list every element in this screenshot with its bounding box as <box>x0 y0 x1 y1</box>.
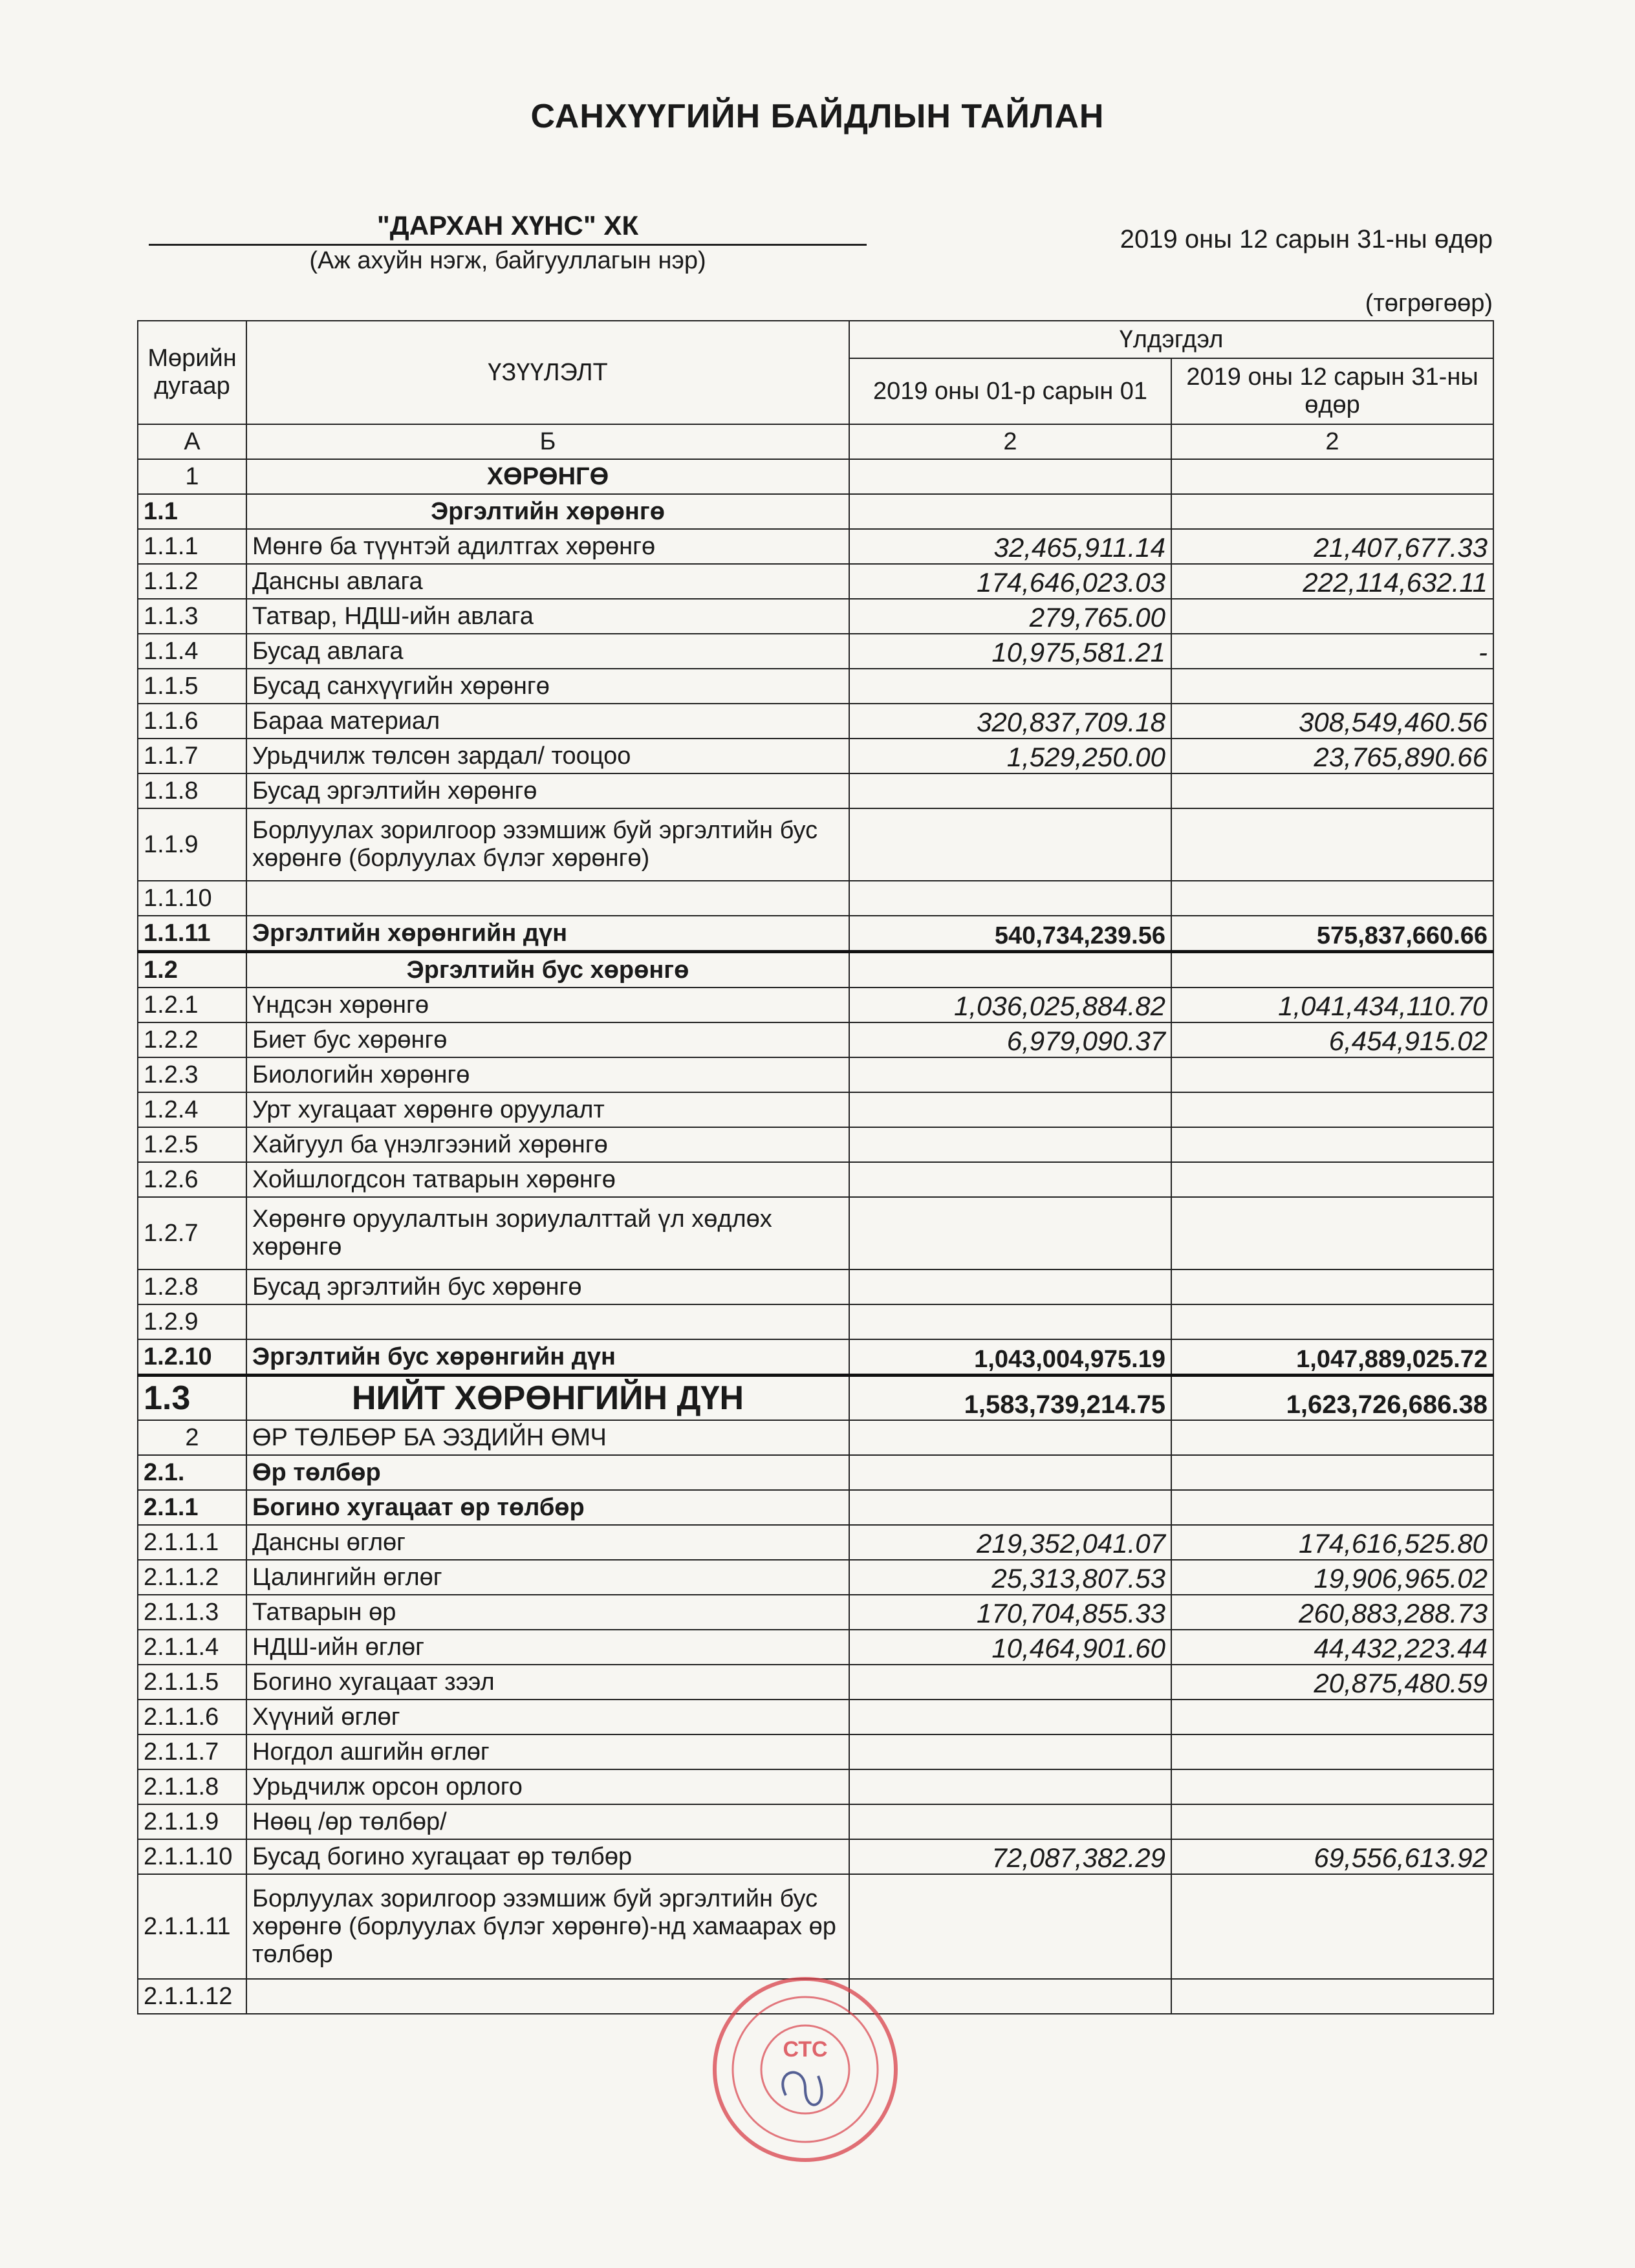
table-row <box>138 1490 1493 1525</box>
row-code: 1.1 <box>138 494 246 529</box>
row-value-start <box>849 1092 1171 1127</box>
row-code: 1 <box>138 459 246 494</box>
table-row <box>138 494 1493 529</box>
header-name: ҮЗҮҮЛЭЛТ <box>246 321 849 424</box>
row-value-start <box>849 1804 1171 1839</box>
row-code: 1.1.8 <box>138 773 246 808</box>
row-value-start: 32,465,911.14 <box>849 529 1171 564</box>
row-value-end: 6,454,915.02 <box>1171 1022 1493 1057</box>
row-label: Үндсэн хөрөнгө <box>246 988 849 1022</box>
row-code: 1.2.7 <box>138 1197 246 1269</box>
row-value-end <box>1171 1700 1493 1734</box>
row-code: 1.1.10 <box>138 881 246 916</box>
row-label: Хайгуул ба үнэлгээний хөрөнгө <box>246 1127 849 1162</box>
index-1: 2 <box>849 424 1171 459</box>
table-row <box>138 1376 1493 1421</box>
row-value-end <box>1171 1162 1493 1197</box>
table-row <box>138 1304 1493 1339</box>
company-caption: (Аж ахуйн нэгж, байгууллагын нэр) <box>309 247 706 274</box>
row-label <box>246 881 849 916</box>
row-value-start <box>849 669 1171 704</box>
row-value-start <box>849 494 1171 529</box>
row-value-end: 19,906,965.02 <box>1171 1560 1493 1595</box>
table-row <box>138 1022 1493 1057</box>
table-row <box>138 988 1493 1022</box>
row-label: Бусад эргэлтийн бус хөрөнгө <box>246 1269 849 1304</box>
seal-text: СТС <box>783 2037 828 2062</box>
row-value-start <box>849 1057 1171 1092</box>
row-value-end <box>1171 1092 1493 1127</box>
row-label: Богино хугацаат зээл <box>246 1665 849 1700</box>
row-label: Бусад эргэлтийн хөрөнгө <box>246 773 849 808</box>
row-value-end <box>1171 1304 1493 1339</box>
table-row <box>138 1700 1493 1734</box>
row-value-end: 69,556,613.92 <box>1171 1839 1493 1874</box>
row-value-start: 279,765.00 <box>849 599 1171 634</box>
table-row <box>138 1420 1493 1455</box>
table-row <box>138 1455 1493 1490</box>
row-label: Мөнгө ба түүнтэй адилтгах хөрөнгө <box>246 529 849 564</box>
row-label: Эргэлтийн хөрөнгө <box>246 494 849 529</box>
table-row <box>138 1804 1493 1839</box>
table-row <box>138 1839 1493 1874</box>
header-col2: 2019 оны 12 сарын 31-ны өдөр <box>1171 358 1493 424</box>
row-value-start <box>849 1769 1171 1804</box>
row-value-start: 1,583,739,214.75 <box>849 1376 1171 1421</box>
company-name: "ДАРХАН ХҮНС" ХК <box>149 210 867 246</box>
row-code: 2.1.1.12 <box>138 1979 246 2014</box>
row-code: 1.1.2 <box>138 564 246 599</box>
row-label: Биет бус хөрөнгө <box>246 1022 849 1057</box>
row-value-end <box>1171 1979 1493 2014</box>
row-label: Урьдчилж орсон орлого <box>246 1769 849 1804</box>
row-label: НДШ-ийн өглөг <box>246 1630 849 1665</box>
row-label: Борлуулах зорилгоор эзэмшиж буй эргэлтийн бус хөрөнгө (борлуулах бүлэг хөрөнгө) <box>246 808 849 881</box>
row-code: 2.1.1.7 <box>138 1734 246 1769</box>
table-row <box>138 669 1493 704</box>
row-label: Татвар, НДШ-ийн авлага <box>246 599 849 634</box>
row-code: 1.2.6 <box>138 1162 246 1197</box>
row-value-start: 540,734,239.56 <box>849 916 1171 952</box>
table-row <box>138 952 1493 988</box>
table-row <box>138 1665 1493 1700</box>
row-value-start: 10,975,581.21 <box>849 634 1171 669</box>
row-value-end: 1,623,726,686.38 <box>1171 1376 1493 1421</box>
row-label: Биологийн хөрөнгө <box>246 1057 849 1092</box>
row-label: Эргэлтийн бус хөрөнгө <box>246 952 849 988</box>
row-value-end: 23,765,890.66 <box>1171 739 1493 773</box>
row-label: Эргэлтийн бус хөрөнгийн дүн <box>246 1339 849 1376</box>
row-value-start: 10,464,901.60 <box>849 1630 1171 1665</box>
row-code: 1.1.5 <box>138 669 246 704</box>
row-value-start: 1,529,250.00 <box>849 739 1171 773</box>
row-value-end <box>1171 808 1493 881</box>
row-value-end <box>1171 1874 1493 1979</box>
row-label: Өр төлбөр <box>246 1455 849 1490</box>
table-row <box>138 808 1493 881</box>
row-label: Хойшлогдсон татварын хөрөнгө <box>246 1162 849 1197</box>
row-code: 2.1.1.3 <box>138 1595 246 1630</box>
row-value-end <box>1171 459 1493 494</box>
table-row <box>138 1595 1493 1630</box>
row-value-end <box>1171 952 1493 988</box>
row-value-end: 308,549,460.56 <box>1171 704 1493 739</box>
row-value-start <box>849 1162 1171 1197</box>
row-value-end <box>1171 1269 1493 1304</box>
row-value-end: 1,041,434,110.70 <box>1171 988 1493 1022</box>
report-title: САНХҮҮГИЙН БАЙДЛЫН ТАЙЛАН <box>530 98 1105 135</box>
table-row <box>138 773 1493 808</box>
table-row <box>138 1630 1493 1665</box>
row-label: Хүүний өглөг <box>246 1700 849 1734</box>
table-row <box>138 739 1493 773</box>
row-value-end <box>1171 1490 1493 1525</box>
row-value-end: - <box>1171 634 1493 669</box>
table-row <box>138 881 1493 916</box>
row-value-start <box>849 1269 1171 1304</box>
row-code: 1.1.6 <box>138 704 246 739</box>
row-code: 1.2.4 <box>138 1092 246 1127</box>
row-code: 2 <box>138 1420 246 1455</box>
row-value-start <box>849 1874 1171 1979</box>
row-value-start <box>849 1490 1171 1525</box>
row-code: 1.1.9 <box>138 808 246 881</box>
row-label <box>246 1304 849 1339</box>
row-code: 2.1.1 <box>138 1490 246 1525</box>
table-row <box>138 564 1493 599</box>
row-code: 2.1.1.4 <box>138 1630 246 1665</box>
table-row <box>138 634 1493 669</box>
row-value-start <box>849 1700 1171 1734</box>
row-value-end <box>1171 773 1493 808</box>
header-balance: Үлдэгдэл <box>849 321 1493 358</box>
row-value-start: 1,036,025,884.82 <box>849 988 1171 1022</box>
row-value-end <box>1171 494 1493 529</box>
row-value-end <box>1171 1734 1493 1769</box>
row-value-end: 1,047,889,025.72 <box>1171 1339 1493 1376</box>
row-code: 2.1.1.5 <box>138 1665 246 1700</box>
table-row <box>138 1734 1493 1769</box>
row-code: 2.1. <box>138 1455 246 1490</box>
row-value-start: 320,837,709.18 <box>849 704 1171 739</box>
row-value-start <box>849 1304 1171 1339</box>
index-b: Б <box>246 424 849 459</box>
balance-sheet-table <box>137 320 1494 2014</box>
row-value-start: 72,087,382.29 <box>849 1839 1171 1874</box>
table-row <box>138 916 1493 952</box>
row-code: 1.2.3 <box>138 1057 246 1092</box>
row-label: Борлуулах зорилгоор эзэмшиж буй эргэлтийн бус хөрөнгө (борлуулах бүлэг хөрөнгө)-нд хамаарах өр төлбөр <box>246 1874 849 1979</box>
row-label: Богино хугацаат өр төлбөр <box>246 1490 849 1525</box>
table-row <box>138 704 1493 739</box>
table-row <box>138 1525 1493 1560</box>
row-label: НИЙТ ХӨРӨНГИЙН ДҮН <box>246 1376 849 1421</box>
row-value-start <box>849 773 1171 808</box>
row-value-start <box>849 1665 1171 1700</box>
row-value-end: 222,114,632.11 <box>1171 564 1493 599</box>
row-value-start <box>849 881 1171 916</box>
row-value-start: 170,704,855.33 <box>849 1595 1171 1630</box>
row-value-end: 575,837,660.66 <box>1171 916 1493 952</box>
row-value-end <box>1171 1197 1493 1269</box>
index-2: 2 <box>1171 424 1493 459</box>
row-label: ХӨРӨНГӨ <box>246 459 849 494</box>
table-row <box>138 1339 1493 1376</box>
row-value-start <box>849 1734 1171 1769</box>
row-label: Нөөц /өр төлбөр/ <box>246 1804 849 1839</box>
row-value-end: 20,875,480.59 <box>1171 1665 1493 1700</box>
row-label: Дансны өглөг <box>246 1525 849 1560</box>
row-label: Хөрөнгө оруулалтын зориулалттай үл хөдлөх хөрөнгө <box>246 1197 849 1269</box>
row-code: 1.2.1 <box>138 988 246 1022</box>
table-row <box>138 599 1493 634</box>
row-code: 2.1.1.1 <box>138 1525 246 1560</box>
table-row <box>138 529 1493 564</box>
row-label: Цалингийн өглөг <box>246 1560 849 1595</box>
table-row <box>138 1197 1493 1269</box>
row-code: 1.2 <box>138 952 246 988</box>
table-row <box>138 1769 1493 1804</box>
row-label: Бусад авлага <box>246 634 849 669</box>
row-value-end: 174,616,525.80 <box>1171 1525 1493 1560</box>
row-value-start <box>849 1197 1171 1269</box>
row-code: 1.2.10 <box>138 1339 246 1376</box>
row-value-start: 25,313,807.53 <box>849 1560 1171 1595</box>
company-seal <box>708 1972 902 2166</box>
row-code: 1.1.11 <box>138 916 246 952</box>
table-row <box>138 459 1493 494</box>
row-label: Ногдол ашгийн өглөг <box>246 1734 849 1769</box>
row-value-start: 174,646,023.03 <box>849 564 1171 599</box>
row-code: 1.1.1 <box>138 529 246 564</box>
row-value-end <box>1171 669 1493 704</box>
row-value-end: 260,883,288.73 <box>1171 1595 1493 1630</box>
table-row <box>138 1057 1493 1092</box>
row-code: 2.1.1.10 <box>138 1839 246 1874</box>
row-value-end <box>1171 599 1493 634</box>
row-value-end <box>1171 1420 1493 1455</box>
row-value-start <box>849 952 1171 988</box>
row-value-start <box>849 1127 1171 1162</box>
row-label: Бусад санхүүгийн хөрөнгө <box>246 669 849 704</box>
row-value-start <box>849 808 1171 881</box>
row-code: 1.3 <box>138 1376 246 1421</box>
row-code: 1.2.8 <box>138 1269 246 1304</box>
row-code: 2.1.1.6 <box>138 1700 246 1734</box>
row-label: Татварын өр <box>246 1595 849 1630</box>
row-code: 1.2.5 <box>138 1127 246 1162</box>
row-label: Эргэлтийн хөрөнгийн дүн <box>246 916 849 952</box>
report-date: 2019 оны 12 сарын 31-ны өдөр <box>1120 225 1493 254</box>
row-value-start: 1,043,004,975.19 <box>849 1339 1171 1376</box>
row-code: 2.1.1.11 <box>138 1874 246 1979</box>
row-value-start: 6,979,090.37 <box>849 1022 1171 1057</box>
row-code: 1.1.7 <box>138 739 246 773</box>
header-col1: 2019 оны 01-р сарын 01 <box>849 358 1171 424</box>
row-value-end <box>1171 1455 1493 1490</box>
row-label: Урьдчилж төлсөн зардал/ тооцоо <box>246 739 849 773</box>
row-code: 1.2.9 <box>138 1304 246 1339</box>
header-code: Мөрийн дугаар <box>138 321 246 424</box>
row-code: 2.1.1.9 <box>138 1804 246 1839</box>
row-value-end <box>1171 881 1493 916</box>
table-row <box>138 1162 1493 1197</box>
table-row <box>138 1874 1493 1979</box>
row-code: 2.1.1.2 <box>138 1560 246 1595</box>
row-value-end <box>1171 1127 1493 1162</box>
row-code: 1.1.4 <box>138 634 246 669</box>
row-value-start <box>849 1420 1171 1455</box>
row-code: 2.1.1.8 <box>138 1769 246 1804</box>
row-value-end <box>1171 1057 1493 1092</box>
row-value-end <box>1171 1769 1493 1804</box>
table-row <box>138 1092 1493 1127</box>
row-code: 1.1.3 <box>138 599 246 634</box>
index-a: А <box>138 424 246 459</box>
table-row <box>138 1269 1493 1304</box>
row-value-end <box>1171 1804 1493 1839</box>
row-value-start: 219,352,041.07 <box>849 1525 1171 1560</box>
currency-unit: (төгрөгөөр) <box>1365 290 1493 317</box>
table-row <box>138 1560 1493 1595</box>
row-code: 1.2.2 <box>138 1022 246 1057</box>
row-label: Дансны авлага <box>246 564 849 599</box>
row-label: Урт хугацаат хөрөнгө оруулалт <box>246 1092 849 1127</box>
row-value-start <box>849 459 1171 494</box>
row-label: Бусад богино хугацаат өр төлбөр <box>246 1839 849 1874</box>
row-value-end: 21,407,677.33 <box>1171 529 1493 564</box>
row-value-end: 44,432,223.44 <box>1171 1630 1493 1665</box>
row-label: Бараа материал <box>246 704 849 739</box>
row-label: ӨР ТӨЛБӨР БА ЭЗДИЙН ӨМЧ <box>246 1420 849 1455</box>
table-row <box>138 1127 1493 1162</box>
row-value-start <box>849 1455 1171 1490</box>
